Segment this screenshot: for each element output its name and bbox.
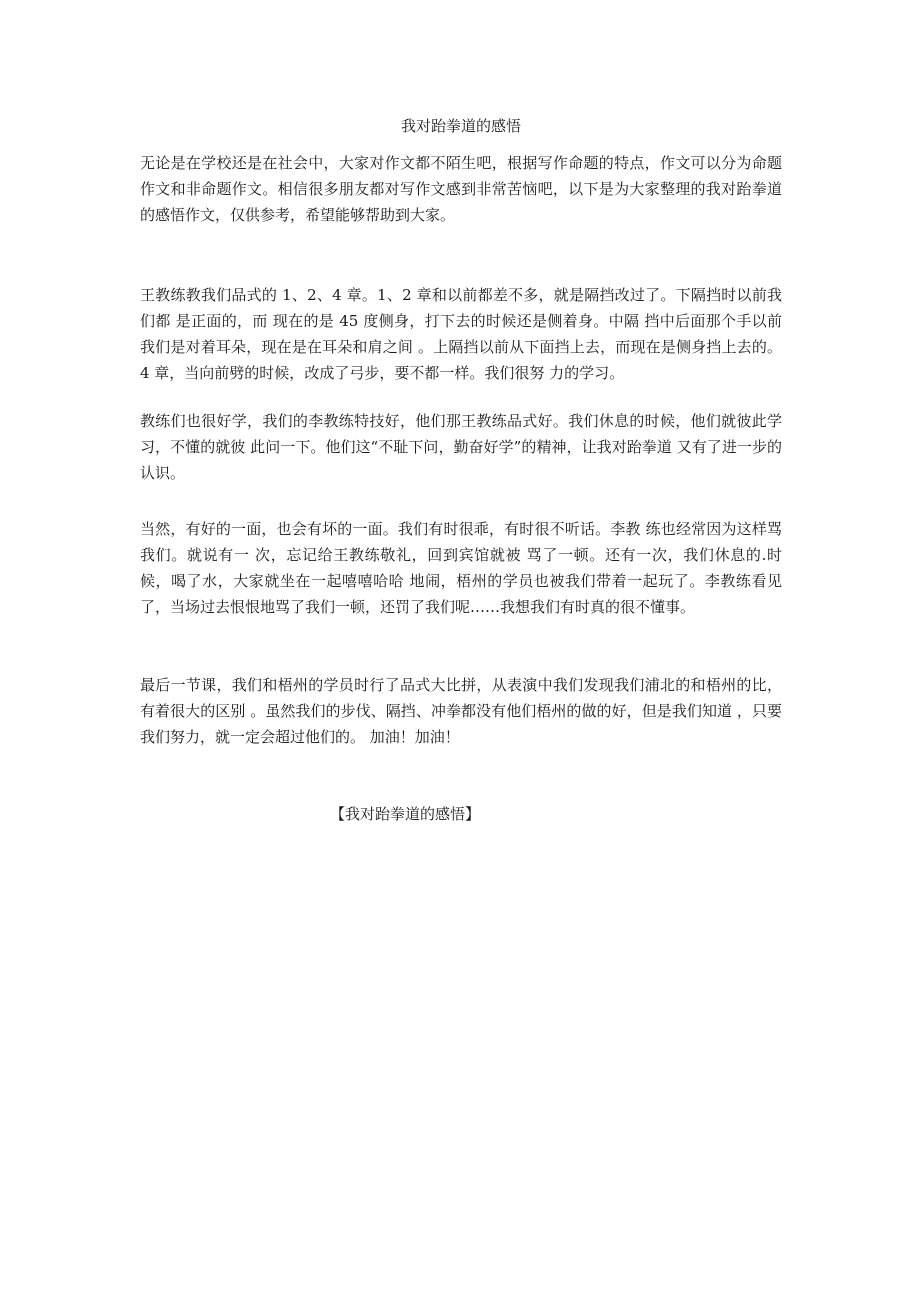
body-paragraph-1: 王教练教我们品式的 1、2、4 章。1、2 章和以前都差不多，就是隔挡改过了。下隔挡时以前我们都 是正面的，而 现在的是 45 度侧身，打下去的时候还是侧着身。中隔 挡中后面那个手以前我们是对着耳朵，现在是在耳朵和肩之间 。上隔挡以前从下面挡上去，而现在是侧身挡上去的。4 章，当向前劈的时候，改成了弓步，要不都一样。我们很努 力的学习。 — [140, 286, 782, 382]
intro-paragraph: 无论是在学校还是在社会中，大家对作文都不陌生吧，根据写作命题的特点，作文可以分为命题作文和非命题作文。相信很多朋友都对写作文感到非常苦恼吧，以下是为大家整理的我对跆拳道的感悟作文，仅供参考，希望能够帮助到大家。 — [140, 154, 782, 224]
body-paragraph-4: 最后一节课，我们和梧州的学员时行了品式大比拼，从表演中我们发现我们浦北的和梧州的比，有着很大的区别 。虽然我们的步伐、隔挡、冲拳都没有他们梧州的做的好，但是我们知道 ，只要我们努力，就一定会超过他们的。 加油！加油！ — [140, 676, 782, 746]
footer-title: 【我对跆拳道的感悟】 — [330, 805, 481, 823]
body-paragraph-3: 当然，有好的一面，也会有坏的一面。我们有时很乖，有时很不听话。李教 练也经常因为这样骂我们。就说有一 次，忘记给王教练敬礼，回到宾馆就被 骂了一顿。还有一次，我们休息的.时候，喝了水，大家就坐在一起嘻嘻哈哈 地闹，梧州的学员也被我们带着一起玩了。李教练看见了，当场过去恨恨地骂了我们一顿，还罚了我们呢……我想我们有时真的很不懂事。 — [140, 520, 782, 616]
body-paragraph-2: 教练们也很好学，我们的李教练特技好，他们那王教练品式好。我们休息的时候，他们就彼此学习，不懂的就彼 此问一下。他们这“不耻下问，勤奋好学”的精神，让我对跆拳道 又有了进一步的认识。 — [140, 412, 782, 482]
page-title: 我对跆拳道的感悟 — [400, 117, 521, 135]
